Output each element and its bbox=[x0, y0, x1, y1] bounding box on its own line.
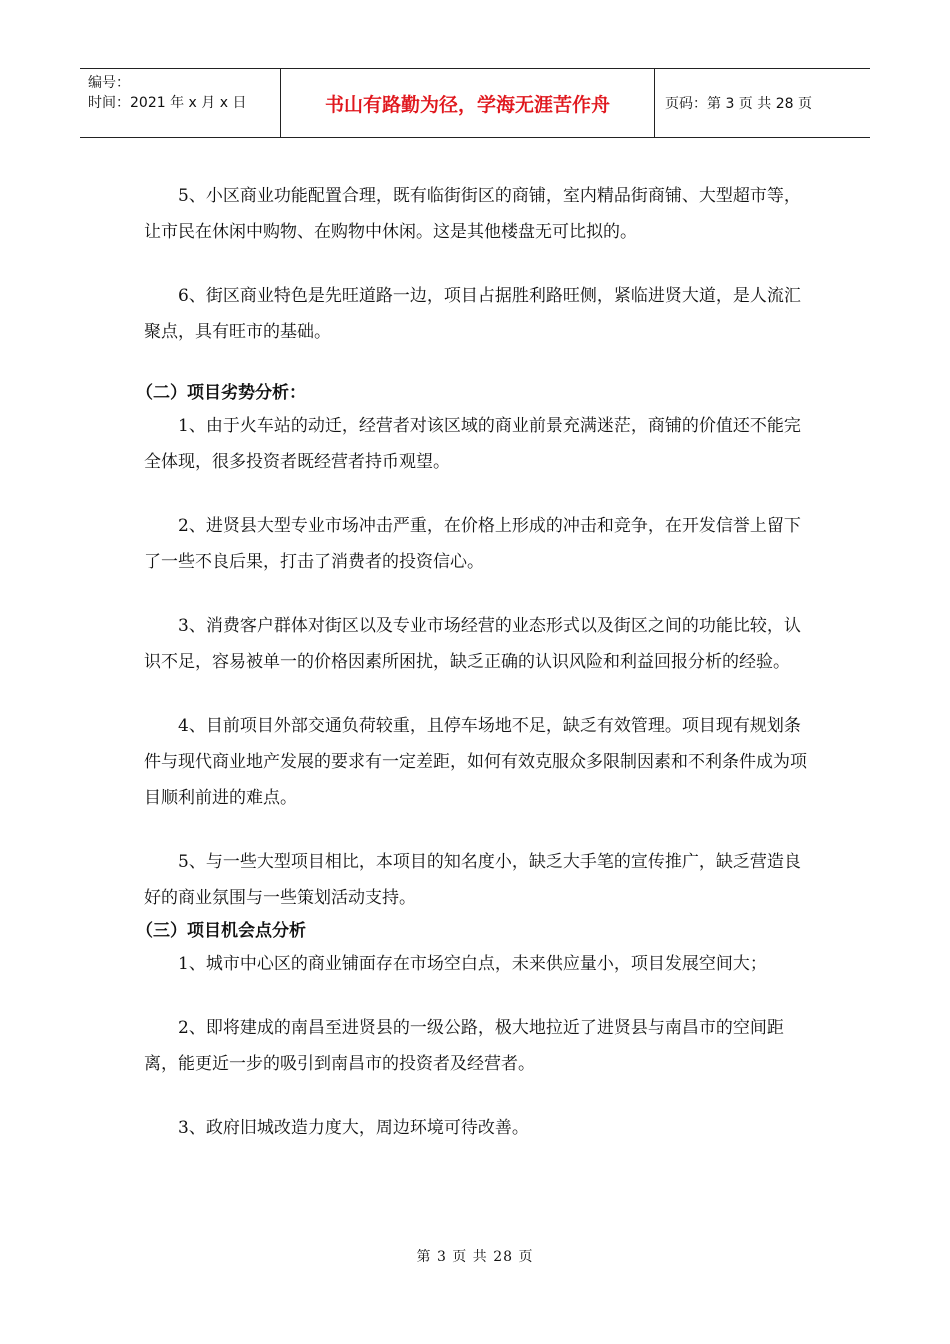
paragraph: 6、街区商业特色是先旺道路一边，项目占据胜利路旺侧，紧临进贤大道，是人流汇聚点，具有旺市的基础。 bbox=[144, 286, 801, 342]
paragraph: 3、消费客户群体对街区以及专业市场经营的业态形式以及街区之间的功能比较，认识不足，容易被单一的价格因素所困扰，缺乏正确的认识风险和利益回报分析的经验。 bbox=[144, 616, 801, 672]
header-page-info: 页码：第 3 页 共 28 页 bbox=[665, 96, 812, 112]
paragraph: 1、由于火车站的动迁，经营者对该区域的商业前景充满迷茫，商铺的价值还不能完全体现，很多投资者既经营者持币观望。 bbox=[144, 416, 801, 472]
document-body bbox=[136, 178, 812, 1146]
paragraph: 5、小区商业功能配置合理，既有临街街区的商铺，室内精品街商铺、大型超市等，让市民在休闲中购物、在购物中休闲。这是其他楼盘无可比拟的。 bbox=[144, 186, 801, 242]
header-motto: 书山有路勤为径，学海无涯苦作舟 bbox=[281, 69, 655, 137]
header-number-label: 编号： bbox=[88, 75, 130, 91]
page-header bbox=[80, 68, 870, 138]
section-heading: （二）项目劣势分析： bbox=[136, 383, 306, 403]
paragraph: 4、目前项目外部交通负荷较重，且停车场地不足，缺乏有效管理。项目现有规划条件与现代商业地产发展的要求有一定差距，如何有效克服众多限制因素和不利条件成为项目顺利前进的难点。 bbox=[144, 716, 807, 808]
paragraph: 3、政府旧城改造力度大，周边环境可待改善。 bbox=[178, 1118, 529, 1138]
header-meta bbox=[80, 69, 281, 137]
paragraph: 2、进贤县大型专业市场冲击严重，在价格上形成的冲击和竞争，在开发信誉上留下了一些不良后果，打击了消费者的投资信心。 bbox=[144, 516, 801, 572]
header-date-label: 时间：2021 年 x 月 x 日 bbox=[88, 95, 247, 111]
section-heading: （三）项目机会点分析 bbox=[136, 921, 306, 941]
page-footer-number: 第 3 页 共 28 页 bbox=[416, 1249, 534, 1265]
paragraph: 1、城市中心区的商业铺面存在市场空白点，未来供应量小，项目发展空间大； bbox=[178, 954, 767, 974]
paragraph: 5、与一些大型项目相比，本项目的知名度小，缺乏大手笔的宣传推广，缺乏营造良好的商业氛围与一些策划活动支持。 bbox=[144, 852, 801, 908]
paragraph: 2、即将建成的南昌至进贤县的一级公路，极大地拉近了进贤县与南昌市的空间距离，能更近一步的吸引到南昌市的投资者及经营者。 bbox=[144, 1018, 784, 1074]
